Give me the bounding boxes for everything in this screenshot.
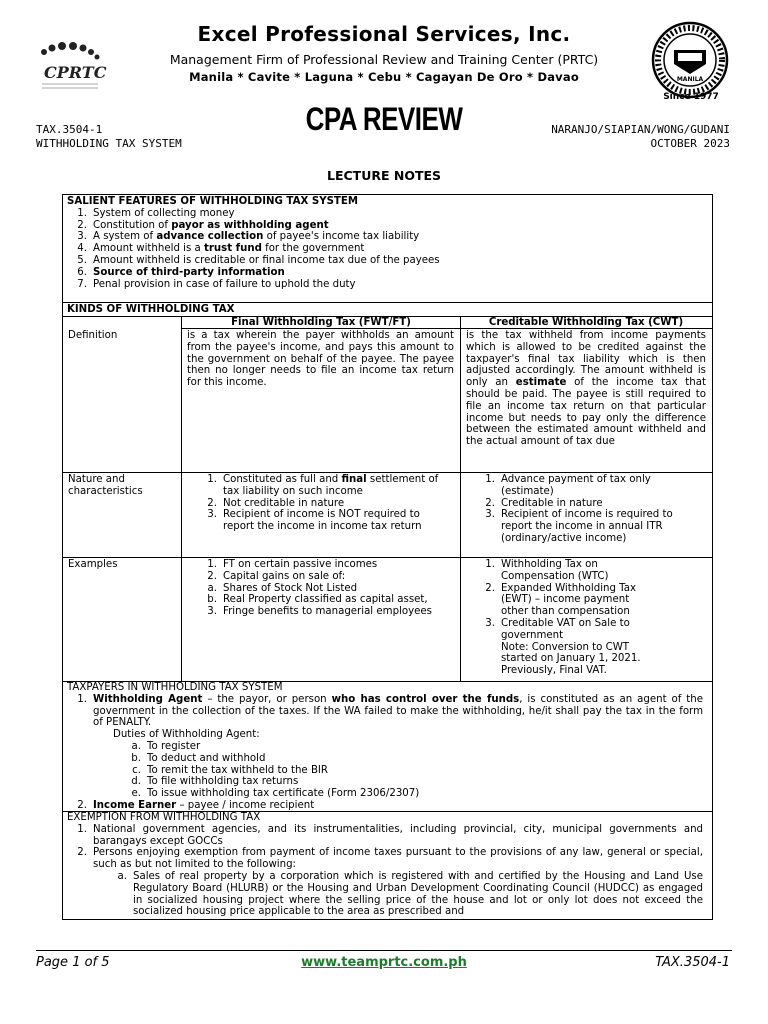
list-item [481,559,707,583]
list-text: To file withholding tax returns [147,776,299,788]
list-text: To issue withholding tax certificate (Form 2306/2307) [147,788,420,800]
list-item [73,231,712,243]
list-item [73,267,712,279]
footer-doc-code: TAX.3504-1 [655,955,730,970]
list-item [481,509,707,544]
doc-code: TAX.3504-1 [36,123,103,136]
income-earner-item: 2. Income Earner – payee / income recipient [77,799,315,811]
list-text: To register [147,740,201,752]
exemption-list [63,824,712,918]
list-number: 1. [207,474,217,485]
divider [63,302,712,303]
list-number: 2. [77,219,87,231]
taxpayers-section [63,682,712,812]
list-text: Withholding Tax on Compensation (WTC) [501,559,609,582]
list-number: d. [131,776,141,788]
list-number: 3. [207,509,217,521]
list-item [127,765,712,777]
list-number: 3. [485,617,495,629]
table-divider [181,316,182,681]
list-text: Not creditable in nature [223,497,345,509]
list-item [127,788,712,800]
list-item [203,594,455,606]
list-text: Advance payment of tax only (estimate) [501,474,651,497]
taxpayers-list [63,694,712,812]
lecture-notes-title: LECTURE NOTES [326,168,442,183]
list-number: 2. [485,497,495,509]
doc-topic: WITHHOLDING TAX SYSTEM [36,137,182,150]
definition-row-label: Definition [68,330,118,341]
list-number: 6. [77,266,87,278]
list-text: Capital gains on sale of: [223,570,346,582]
list-number: b. [131,752,141,764]
examples-row-label: Examples [68,559,118,570]
list-text: Recipient of income is NOT required to report the income in income tax return [223,509,422,533]
doc-info-right [551,123,730,151]
exemption-subitem: a. Sales of real property by a corporation which is registered with and certified by the Housing and Land Use Regulatory Board (HLURB) or the Housing and Urban Development Coordinating Council (HUDCC) as engaged in socialized housing project where the selling price of the house and lot or only lot does not exceed the socialized housing price applicable to the area as prescribed and [117,870,703,918]
list-number: 4. [77,243,87,255]
list-item [73,243,712,255]
divider [63,472,712,473]
website-link[interactable]: www.teamprtc.com.ph [301,955,467,970]
list-text: Penal provision in case of failure to uphold the duty [93,278,356,290]
list-number: e. [131,788,141,800]
list-text: Expanded Withholding Tax (EWT) – income payment other than compensation [501,582,636,618]
list-text: FT on certain passive incomes [223,559,378,570]
company-name: Excel Professional Services, Inc. [197,22,571,46]
list-item [481,618,707,642]
list-number: 1. [485,474,495,485]
seal-text: MANILA [676,76,704,83]
nature-row-label: Nature and characteristics [68,474,143,497]
logo-text: CPRTC [44,63,107,82]
list-number: 1. [77,207,87,219]
salient-features-list [63,208,712,291]
salient-features-title: SALIENT FEATURES OF WITHHOLDING TAX SYSTEM [67,196,358,207]
company-subtitle: Management Firm of Professional Review and Training Center (PRTC) [169,52,599,67]
list-text: A system of advance collection of payee's income tax liability [93,231,420,243]
list-number: 1. [485,559,495,570]
cwt-column-header: Creditable Withholding Tax (CWT) [488,317,684,328]
list-item [203,474,455,498]
cpa-review-banner: CPA REVIEW [305,100,463,138]
list-item [127,776,712,788]
notes-box [62,194,713,920]
list-item [203,559,455,571]
list-number: c. [132,764,141,776]
list-number: 3. [77,231,87,243]
list-number: 2. [485,582,495,594]
list-item [73,279,712,291]
exemption-title: EXEMPTION FROM WITHHOLDING TAX [67,812,261,823]
company-locations: Manila * Cavite * Laguna * Cebu * Cagayan De Oro * Davao [189,70,579,84]
list-text: Constitution of payor as withholding agent [93,219,329,231]
list-text: Source of third-party information [93,266,285,278]
list-item [73,208,712,220]
fwt-column-header: Final Withholding Tax (FWT/FT) [231,317,411,328]
list-item [203,571,455,583]
doc-date: OCTOBER 2023 [650,137,730,150]
doc-authors: NARANJO/SIAPIAN/WONG/GUDANI [551,123,730,136]
salient-features-section [63,196,712,290]
list-text: Fringe benefits to managerial employees [223,606,432,618]
list-item [203,583,455,595]
exemption-section [63,812,712,918]
table-divider [460,316,461,681]
kinds-title: KINDS OF WITHHOLDING TAX [67,304,235,315]
fwt-definition: is a tax wherein the payer withholds an amount from the payee's income, and pays this amount to the government on behalf of the payee. The payee then no longer needs to file an income tax return for this income. [187,330,454,389]
list-text: To deduct and withhold [147,752,266,764]
list-text: To remit the tax withheld to the BIR [147,764,329,776]
divider [63,557,712,558]
list-number: 3. [207,606,217,618]
list-number: 2. [207,497,217,509]
list-item [203,498,455,510]
duties-list [73,741,712,800]
list-text: Constituted as full and final settlement of tax liability on such income [223,474,439,497]
list-item [127,741,712,753]
list-text: Recipient of income is required to report the income in annual ITR (ordinary/active income) [501,509,673,544]
list-text: Amount withheld is creditable or final income tax due of the payees [93,254,440,266]
list-text: Creditable in nature [501,497,603,509]
list-item [481,498,707,510]
list-number: a. [207,582,217,594]
list-text: Creditable VAT on Sale to government [501,617,630,641]
cwt-definition: is the tax withheld from income payments which is allowed to be credited against the taxpayer's final tax liability which is then adjusted accordingly. The amount withheld is only an estimate of the income tax that should be paid. The payee is still required to file an income tax return on that particular income but needs to pay only the difference between the estimated amount withheld and the actual amount of tax due [466,330,706,448]
kinds-title-row [63,304,712,316]
list-text: Amount withheld is a trust fund for the government [93,243,365,255]
page-number: Page 1 of 5 [36,955,110,970]
taxpayers-title: TAXPAYERS IN WITHHOLDING TAX SYSTEM [67,682,283,693]
since-year: Since 1977 [663,92,719,102]
list-number: a. [131,740,141,752]
list-item [203,606,455,618]
list-number: 3. [485,509,495,521]
cwt-nature-list [481,474,707,545]
list-text: Shares of Stock Not Listed [223,582,358,594]
list-number: 5. [77,254,87,266]
list-item [481,583,707,618]
list-number: 2. [207,570,217,582]
list-item [203,509,455,533]
prtc-seal-icon [650,20,730,100]
withholding-agent-item: 1. Withholding Agent – the payor, or person who has control over the funds, is constituted as an agent of the government in the collection of the taxes. If the WA failed to make the withholding, he/it shall pay the tax in the form of PENALTY. [77,693,704,729]
list-item [481,474,707,498]
cwt-examples-list [481,559,707,677]
list-text: System of collecting money [93,207,235,219]
list-item [127,753,712,765]
divider [181,328,712,329]
list-number: 7. [77,278,87,290]
fwt-examples-list [203,559,455,618]
exemption-item: 1. National government agencies, and its instrumentalities, including provincial, city, municipal governments and barangays except GOCCs [77,823,703,847]
exemption-item: 2. Persons enjoying exemption from payment of income taxes pursuant to the provisions of any law, general or special, such as but not limited to the following: [77,847,703,871]
duties-title: Duties of Withholding Agent: [113,729,260,741]
cwt-note: Note: Conversion to CWT started on January 1, 2021. Previously, Final VAT. [501,641,641,677]
footer-rule [36,950,732,951]
list-number: 1. [207,559,217,570]
company-logo [36,38,130,98]
list-item [73,255,712,267]
list-item [73,220,712,232]
list-number: b. [207,594,217,606]
fwt-nature-list [203,474,455,533]
list-text: Real Property classified as capital asset, [223,594,428,606]
